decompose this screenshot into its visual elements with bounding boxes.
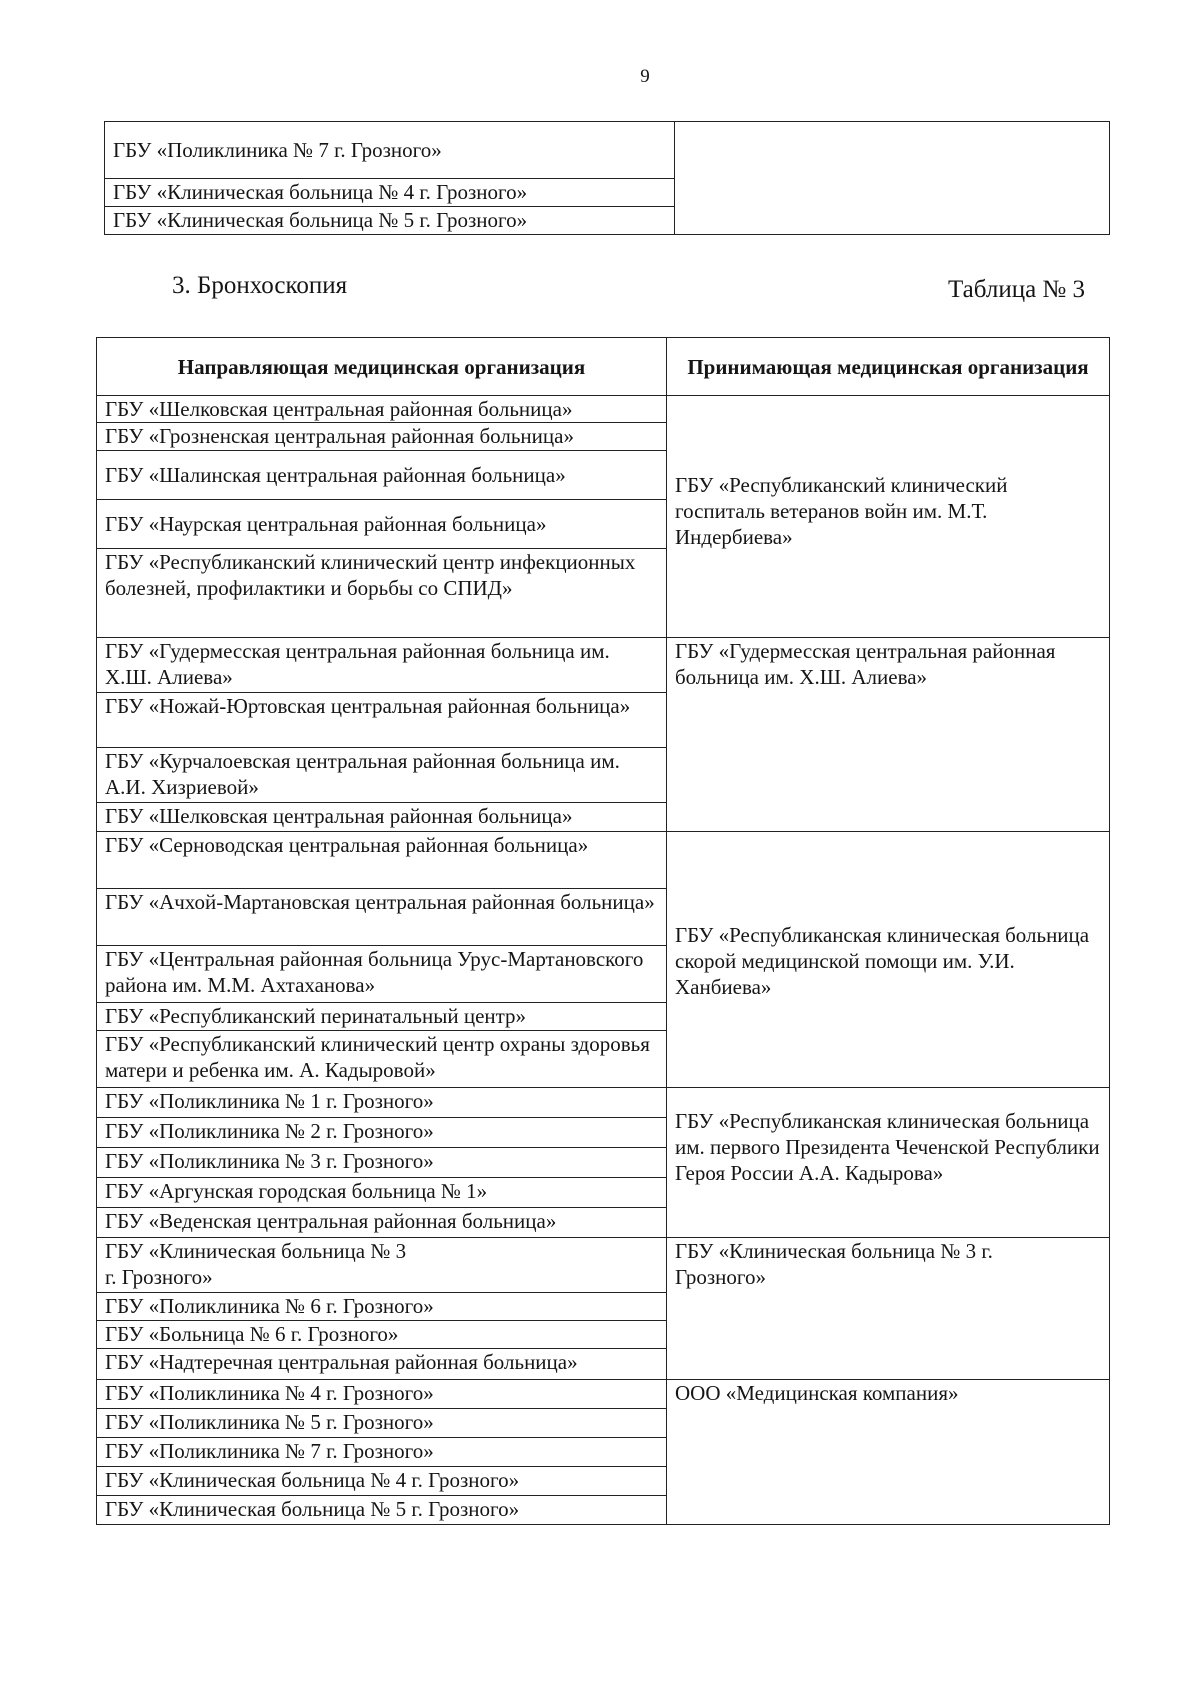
sender-cell: ГБУ «Гудермесская центральная районная больница им. Х.Ш. Алиева» <box>97 638 667 693</box>
section-heading: 3. Бронхоскопия <box>172 272 348 299</box>
bronchoscopy-routing-table <box>96 337 1110 1525</box>
sender-cell: ГБУ «Ножай-Юртовская центральная районная больница» <box>97 693 667 748</box>
receiver-cell: ГБУ «Республиканский клинический госпиталь ветеранов войн им. М.Т. Индербиева» <box>667 396 1110 638</box>
sender-cell: ГБУ «Шелковская центральная районная больница» <box>97 803 667 832</box>
sender-cell: ГБУ «Клиническая больница № 4 г. Грозного» <box>105 179 675 207</box>
sender-cell: ГБУ «Клиническая больница № 3 г. Грозного» <box>97 1238 667 1293</box>
sender-cell: ГБУ «Надтеречная центральная районная больница» <box>97 1349 667 1380</box>
sender-cell: ГБУ «Наурская центральная районная больница» <box>97 500 667 549</box>
receiver-cell: ООО «Медицинская компания» <box>667 1380 1110 1525</box>
receiver-cell: ГБУ «Республиканская клиническая больница скорой медицинской помощи им. У.И. Ханбиева» <box>667 832 1110 1088</box>
sender-cell: ГБУ «Республиканский клинический центр инфекционных болезней, профилактики и борьбы со СПИД» <box>97 549 667 638</box>
sender-cell: ГБУ «Поликлиника № 3 г. Грозного» <box>97 1148 667 1178</box>
sender-cell: ГБУ «Шелковская центральная районная больница» <box>97 396 667 423</box>
receiver-cell: ГБУ «Гудермесская центральная районная больница им. Х.Ш. Алиева» <box>667 638 1110 832</box>
sender-cell: ГБУ «Больница № 6 г. Грозного» <box>97 1321 667 1349</box>
receiver-cell <box>675 122 1110 235</box>
sender-cell: ГБУ «Ачхой-Мартановская центральная районная больница» <box>97 889 667 946</box>
sender-cell: ГБУ «Поликлиника № 5 г. Грозного» <box>97 1409 667 1438</box>
sender-cell: ГБУ «Курчалоевская центральная районная больница им. А.И. Хизриевой» <box>97 748 667 803</box>
sender-cell: ГБУ «Поликлиника № 4 г. Грозного» <box>97 1380 667 1409</box>
header-sending-organization: Направляющая медицинская организация <box>97 338 667 396</box>
receiver-cell: ГБУ «Республиканская клиническая больница им. первого Президента Чеченской Республики Героя России А.А. Кадырова» <box>667 1088 1110 1238</box>
sender-cell: ГБУ «Центральная районная больница Урус-Мартановского района им. М.М. Ахтаханова» <box>97 946 667 1003</box>
sender-cell: ГБУ «Шалинская центральная районная больница» <box>97 451 667 500</box>
sender-cell: ГБУ «Веденская центральная районная больница» <box>97 1208 667 1238</box>
sender-cell: ГБУ «Поликлиника № 6 г. Грозного» <box>97 1293 667 1321</box>
sender-cell: ГБУ «Республиканский перинатальный центр» <box>97 1003 667 1031</box>
sender-cell: ГБУ «Грозненская центральная районная больница» <box>97 423 667 451</box>
sender-cell: ГБУ «Клиническая больница № 5 г. Грозного» <box>97 1496 667 1525</box>
sender-cell: ГБУ «Поликлиника № 1 г. Грозного» <box>97 1088 667 1118</box>
sender-cell: ГБУ «Поликлиника № 2 г. Грозного» <box>97 1118 667 1148</box>
sender-cell: ГБУ «Клиническая больница № 4 г. Грозного» <box>97 1467 667 1496</box>
sender-cell: ГБУ «Аргунская городская больница № 1» <box>97 1178 667 1208</box>
sender-cell: ГБУ «Республиканский клинический центр охраны здоровья матери и ребенка им. А. Кадыровой» <box>97 1031 667 1088</box>
sender-cell: ГБУ «Клиническая больница № 5 г. Грозного» <box>105 207 675 235</box>
sender-cell: ГБУ «Серноводская центральная районная больница» <box>97 832 667 889</box>
table-caption: Таблица № 3 <box>948 276 1086 303</box>
page-number: 9 <box>640 66 650 87</box>
header-receiving-organization: Принимающая медицинская организация <box>667 338 1110 396</box>
continued-table <box>104 121 1110 235</box>
sender-cell: ГБУ «Поликлиника № 7 г. Грозного» <box>97 1438 667 1467</box>
sender-cell: ГБУ «Поликлиника № 7 г. Грозного» <box>105 122 675 179</box>
receiver-cell: ГБУ «Клиническая больница № 3 г. Грозного» <box>667 1238 1110 1380</box>
